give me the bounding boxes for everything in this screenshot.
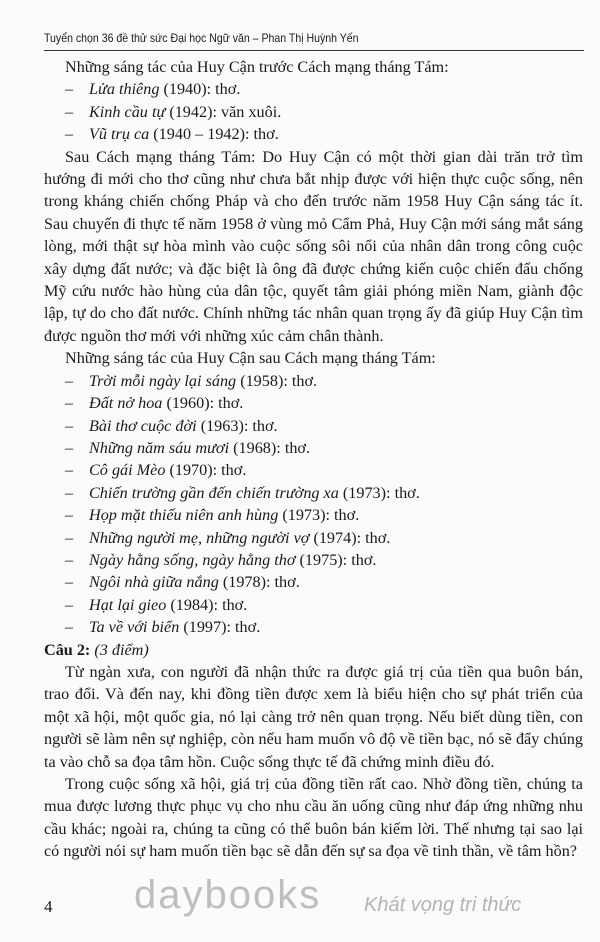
work-list-item xyxy=(44,459,583,481)
dash-bullet: – xyxy=(65,573,74,592)
work-list-item xyxy=(44,616,583,638)
work-entry xyxy=(89,123,279,145)
work-detail: (1974): thơ. xyxy=(309,528,391,547)
work-list-item xyxy=(44,101,583,123)
dash-bullet: – xyxy=(65,80,74,99)
work-title: Họp mặt thiếu niên anh hùng xyxy=(89,506,279,525)
dash-bullet: – xyxy=(65,461,74,480)
work-list-item xyxy=(44,78,583,100)
work-entry xyxy=(89,78,240,100)
dash-bullet: – xyxy=(65,506,74,525)
work-title: Hạt lại gieo xyxy=(89,595,167,614)
work-detail: (1970): thơ. xyxy=(165,461,247,480)
work-detail: (1984): thơ. xyxy=(166,595,248,614)
work-list-item xyxy=(44,549,583,571)
work-list-item xyxy=(44,415,583,437)
watermark-tagline: Khát vọng tri thức xyxy=(364,893,522,916)
work-list-item xyxy=(44,123,583,145)
dash-bullet: – xyxy=(65,371,74,390)
work-entry xyxy=(89,549,376,571)
work-detail: (1958): thơ. xyxy=(236,371,318,390)
paragraph: Từ ngàn xưa, con người đã nhận thức ra được giá trị của tiền qua buôn bán, trao đổi. Và đến nay, khi đồng tiền được xem là biểu hiện cho sự phát triển của một xã hội, một quốc gia, nó lại càng trở nên quan trọng. Nếu biết dùng tiền, con người sẽ làm nên sự nghiệp, còn nếu ham muốn vô độ về tiền bạc, nó sẽ đẩy chúng ta vào chỗ sa đọa tâm hồn. Cuộc sống thực tế đã chứng minh điều đó. xyxy=(44,662,583,771)
work-entry xyxy=(89,392,243,414)
work-detail: (1940): thơ. xyxy=(159,80,241,99)
work-entry xyxy=(89,370,317,392)
work-detail: (1942): văn xuôi. xyxy=(165,102,282,121)
after-works-list xyxy=(44,370,583,639)
after-intro: Những sáng tác của Huy Cận sau Cách mạng tháng Tám: xyxy=(65,349,436,368)
work-detail: (1973): thơ. xyxy=(278,506,360,525)
work-entry xyxy=(89,437,310,459)
work-title: Ngày hằng sống, ngày hằng thơ xyxy=(89,550,296,569)
page-footer xyxy=(44,871,583,917)
work-title: Kinh cầu tự xyxy=(89,102,166,121)
work-detail: (1968): thơ. xyxy=(229,438,311,457)
work-title: Những người mẹ, những người vợ xyxy=(89,528,310,547)
work-detail: (1963): thơ. xyxy=(196,416,278,435)
work-list-item xyxy=(44,437,583,459)
work-list-item xyxy=(44,392,583,414)
work-title: Đất nở hoa xyxy=(89,394,163,413)
question-heading xyxy=(44,639,583,661)
work-list-item xyxy=(44,482,583,504)
work-title: Chiến trường gần đến chiến trường xa xyxy=(89,483,339,502)
dash-bullet: – xyxy=(65,416,74,435)
work-entry xyxy=(89,616,260,638)
work-detail: (1975): thơ. xyxy=(295,550,377,569)
work-entry xyxy=(89,459,246,481)
work-entry xyxy=(89,594,247,616)
dash-bullet: – xyxy=(65,528,74,547)
work-entry xyxy=(89,101,281,123)
work-list-item xyxy=(44,527,583,549)
work-title: Những năm sáu mươi xyxy=(89,438,230,457)
work-title: Bài thơ cuộc đời xyxy=(89,416,197,435)
work-list-item xyxy=(44,370,583,392)
work-detail: (1978): thơ. xyxy=(218,573,300,592)
running-header: Tuyển chọn 36 đề thử sức Đại học Ngữ văn – Phan Thị Huỳnh Yến xyxy=(44,31,359,45)
work-list-item xyxy=(44,504,583,526)
work-title: Cô gái Mèo xyxy=(89,461,166,480)
work-list-item xyxy=(44,594,583,616)
work-title: Lửa thiêng xyxy=(89,80,160,99)
dash-bullet: – xyxy=(65,595,74,614)
work-detail: (1997): thơ. xyxy=(179,618,261,637)
header-rule xyxy=(44,50,584,51)
dash-bullet: – xyxy=(65,102,74,121)
question-label: Câu 2: xyxy=(44,640,91,659)
watermark-brand: daybooks xyxy=(134,872,322,917)
dash-bullet: – xyxy=(65,394,74,413)
dash-bullet: – xyxy=(65,483,74,502)
dash-bullet: – xyxy=(65,550,74,569)
after-paragraph: Sau Cách mạng tháng Tám: Do Huy Cận có một thời gian dài trăn trở tìm hướng đi mới cho thơ cũng như chưa bắt nhịp được với hiện thực cuộc sống, nên trong kháng chiến chống Pháp và cho đến trước năm 1958 Huy Cận sáng tác ít. Sau chuyến đi thực tế năm 1958 ở vùng mỏ Cẩm Phả, Huy Cận mới sáng mắt sáng lòng, mới thật sự hòa mình vào cuộc sống sôi nổi của nhân dân trong công cuộc xây dựng đất nước; và đặc biệt là ông đã được chứng kiến cuộc chiến đấu chống Mỹ cứu nước hào hùng của dân tộc, quyết tâm giải phóng miền Nam, giành độc lập, tự do cho đất nước. Chính những tác nhân quan trọng ấy đã giúp Huy Cận tìm được nguồn thơ mới với những xúc cảm chân thành. xyxy=(44,147,583,345)
work-title: Vũ trụ ca xyxy=(89,125,150,144)
page-flow xyxy=(44,56,583,917)
work-title: Ta về với biển xyxy=(89,618,180,637)
dash-bullet: – xyxy=(65,618,74,637)
work-entry xyxy=(89,527,390,549)
work-detail: (1973): thơ. xyxy=(338,483,420,502)
dash-bullet: – xyxy=(65,125,74,144)
page-body xyxy=(44,56,583,863)
work-title: Ngôi nhà giữa nắng xyxy=(89,573,219,592)
work-entry xyxy=(89,571,300,593)
before-intro: Những sáng tác của Huy Cận trước Cách mạng tháng Tám: xyxy=(65,58,449,76)
work-title: Trời mỗi ngày lại sáng xyxy=(89,371,237,390)
work-entry xyxy=(89,415,278,437)
work-detail: (1940 – 1942): thơ. xyxy=(149,125,279,144)
paragraph: Trong cuộc sống xã hội, giá trị của đồng tiền rất cao. Nhờ đồng tiền, chúng ta mua được lương thực phục vụ cho nhu cầu ăn uống cũng như đáp ứng những nhu cầu khác; ngoài ra, chúng ta cũng có thể buôn bán kiếm lời. Thế nhưng tại sao lại có người nói sự ham muốn tiền bạc sẽ dẫn đến sự sa đọa về tinh thần, về tâm hồn? xyxy=(44,775,583,861)
work-entry xyxy=(89,504,359,526)
work-list-item xyxy=(44,571,583,593)
work-entry xyxy=(89,482,420,504)
before-works-list xyxy=(44,78,583,145)
question-points: (3 điểm) xyxy=(94,640,149,659)
work-detail: (1960): thơ. xyxy=(162,394,244,413)
page-number: 4 xyxy=(44,896,53,916)
dash-bullet: – xyxy=(65,438,74,457)
